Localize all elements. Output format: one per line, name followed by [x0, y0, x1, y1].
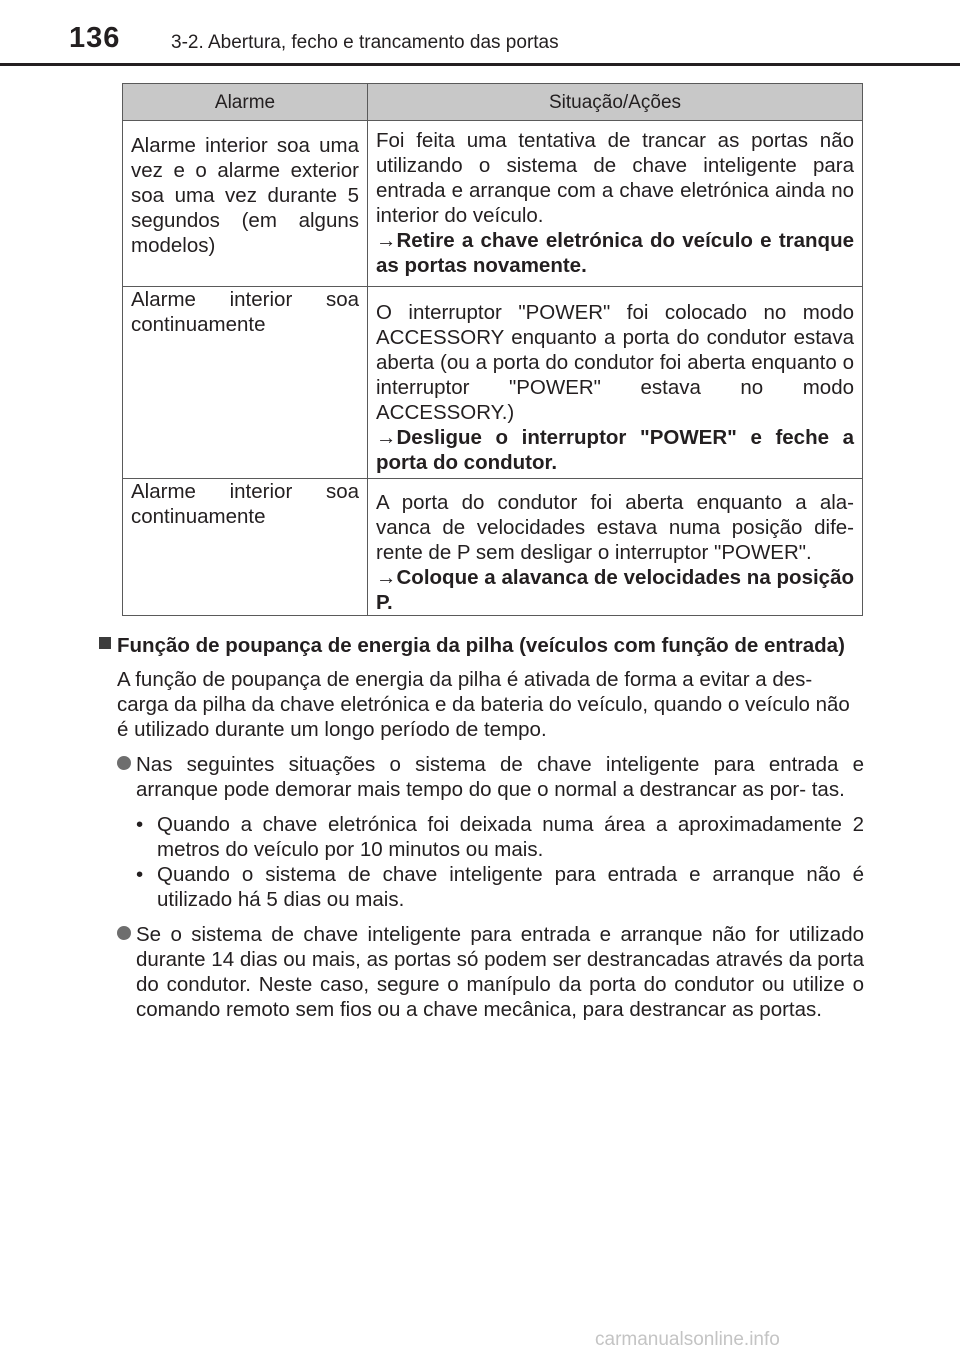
column-header-alarm: Alarme	[123, 84, 368, 121]
alarm-table	[122, 83, 863, 616]
sub-list-item	[136, 812, 864, 862]
battery-saving-section	[117, 633, 864, 1022]
list-item	[117, 922, 864, 1022]
watermark: carmanualsonline.info	[595, 1329, 780, 1350]
arrow-icon: →	[376, 229, 397, 252]
list-item	[117, 752, 864, 802]
alarm-text: Alarme interior soa uma vez e o alarme exterior soa uma vez durante 5 segundos (em alguns modelos)	[131, 134, 359, 257]
alarm-text: Alarme interior soa continuamente	[131, 288, 359, 336]
situation-text: A porta do condutor foi aberta enquanto a ala- vanca de velocidades estava numa posição dife- rente de P sem desligar o interruptor "POWER".	[376, 491, 854, 564]
table-row	[123, 479, 863, 616]
list-item-text: Se o sistema de chave inteligente para entrada e arranque não for utilizado durante 14 dias ou mais, as portas só podem ser destrancadas através da porta do condutor. Neste caso, segure o manípulo da porta do condutor ou utilize o comando remoto sem fios ou a chave mecânica, para destrancar as portas.	[136, 923, 864, 1021]
situation-cell	[368, 479, 863, 616]
header-divider	[0, 63, 960, 66]
arrow-icon: →	[376, 566, 397, 589]
action-text	[376, 228, 854, 278]
action-label: Retire a chave eletrónica do veículo e tranque as portas novamente.	[376, 229, 854, 277]
situation-cell	[368, 121, 863, 287]
action-label: Desligue o interruptor "POWER" e feche a porta do condutor.	[376, 426, 854, 474]
section-heading	[117, 633, 864, 658]
situation-text: Foi feita uma tentativa de trancar as portas não utilizando o sistema de chave inteligente para entrada e arranque com a chave eletrónica ainda no interior do veículo.	[376, 129, 854, 227]
sub-list-item-text: Quando o sistema de chave inteligente para entrada e arranque não é utilizado há 5 dias ou mais.	[157, 863, 864, 911]
alarm-text: Alarme interior soa continuamente	[131, 480, 359, 528]
sub-list	[117, 812, 864, 912]
column-header-situation: Situação/Ações	[368, 84, 863, 121]
square-bullet-icon	[99, 637, 111, 649]
sub-list-item	[136, 862, 864, 912]
circle-bullet-icon	[117, 926, 131, 940]
alarm-cell	[123, 479, 368, 616]
sub-list-item-text: Quando a chave eletrónica foi deixada numa área a aproximadamente 2 metros do veículo por 10 minutos ou mais.	[157, 813, 864, 861]
page-header	[0, 0, 960, 64]
action-label: Coloque a alavanca de velocidades na posição P.	[376, 566, 854, 614]
table-row	[123, 287, 863, 479]
circle-bullet-icon	[117, 756, 131, 770]
action-text	[376, 565, 854, 615]
bullet-icon: •	[136, 863, 144, 886]
alarm-cell	[123, 121, 368, 287]
arrow-icon: →	[376, 426, 397, 449]
alarm-cell	[123, 287, 368, 479]
action-text	[376, 425, 854, 475]
table-row	[123, 121, 863, 287]
list-item-text: Nas seguintes situações o sistema de chave inteligente para entrada e arranque pode demorar mais tempo do que o normal a destrancar as por- tas.	[136, 753, 864, 801]
section-heading-text: Função de poupança de energia da pilha (veículos com função de entrada)	[117, 634, 845, 657]
section-intro: A função de poupança de energia da pilha é ativada de forma a evitar a des- carga da pilha da chave eletrónica e da bateria do veículo, quando o veículo não é utilizado durante um longo período de tempo.	[117, 668, 850, 741]
page-number: 136	[69, 22, 121, 54]
situation-cell	[368, 287, 863, 479]
table-header-row	[123, 84, 863, 121]
section-title: 3-2. Abertura, fecho e trancamento das portas	[171, 32, 559, 53]
situation-text: O interruptor "POWER" foi colocado no modo ACCESSORY enquanto a porta do condutor estava aberta (ou a porta do condutor foi aberta enquanto o interruptor "POWER" estava no modo ACCESSORY.)	[376, 301, 854, 424]
bullet-icon: •	[136, 813, 144, 836]
